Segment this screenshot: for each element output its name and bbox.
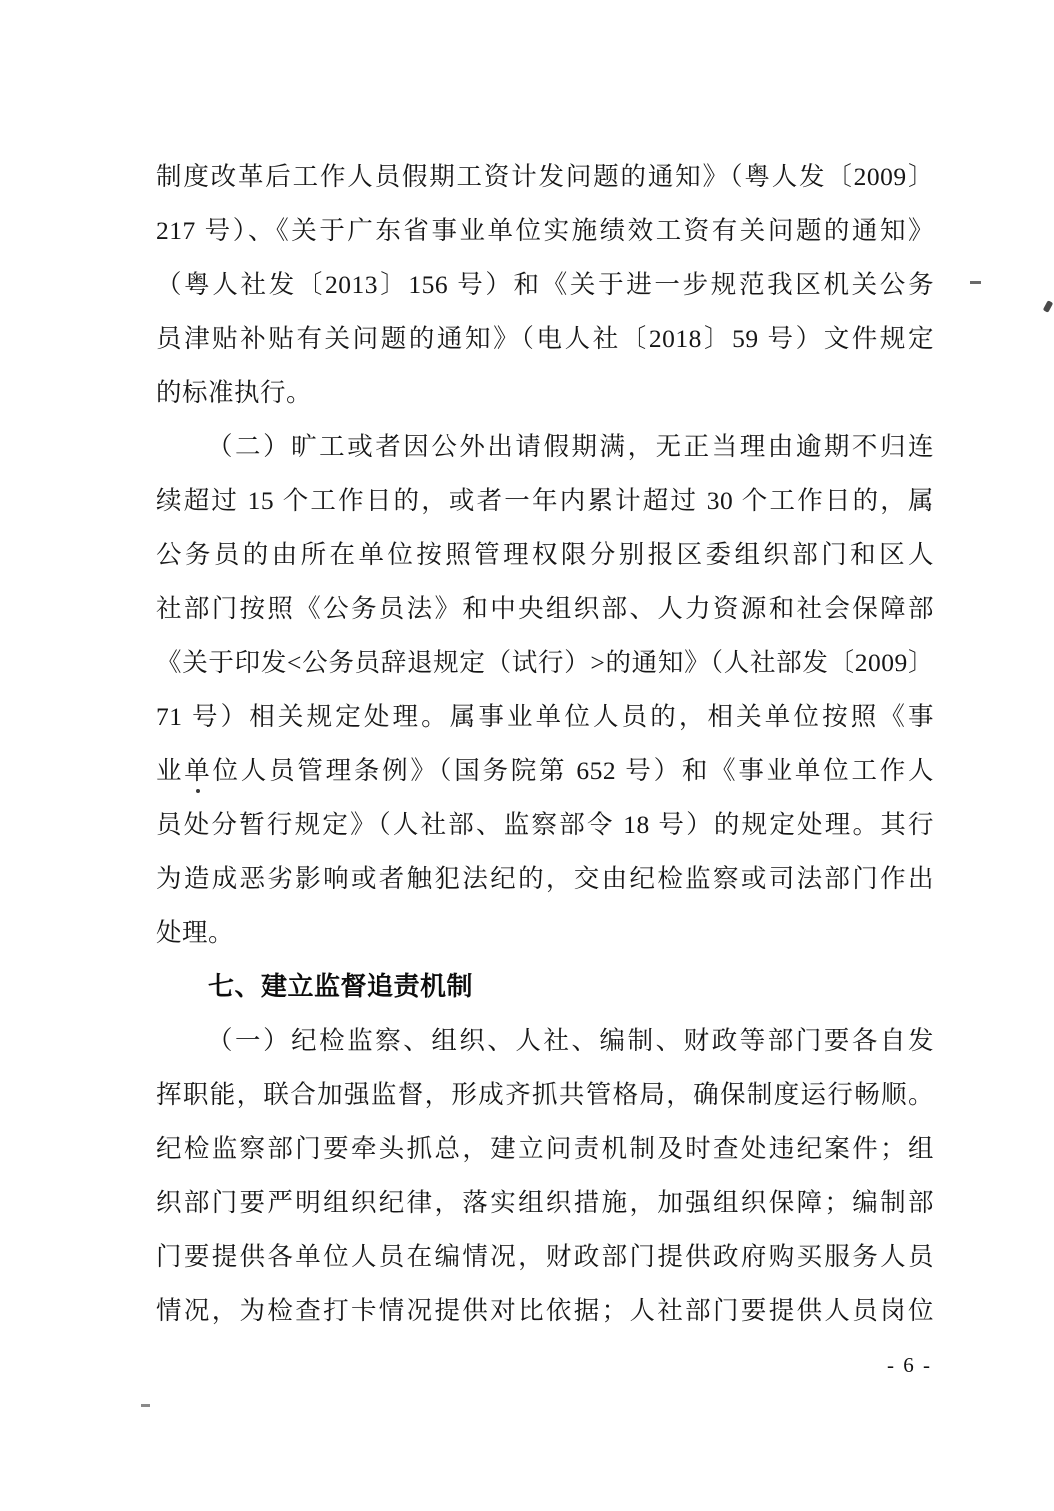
section-heading-7: 七、建立监督追责机制	[208, 972, 474, 1002]
text-line: 业单位人员管理条例》（国务院第 652 号）和《事业单位工作人	[156, 756, 934, 785]
text-line: （一）纪检监察、组织、人社、编制、财政等部门要各自发	[207, 1026, 934, 1055]
text-line: 门要提供各单位人员在编情况，财政部门提供政府购买服务人员	[156, 1242, 934, 1271]
document-body	[156, 150, 934, 1338]
text-line: 情况，为检查打卡情况提供对比依据；人社部门要提供人员岗位	[156, 1296, 934, 1325]
text-line: 织部门要严明组织纪律，落实组织措施，加强组织保障；编制部	[156, 1188, 934, 1217]
text-line: 处理。	[156, 918, 235, 947]
text-line: （二）旷工或者因公外出请假期满，无正当理由逾期不归连	[207, 432, 934, 461]
text-line: 社部门按照《公务员法》和中央组织部、人力资源和社会保障部	[156, 594, 934, 623]
scan-artifact	[970, 281, 981, 284]
text-line: 员津贴补贴有关问题的通知》（电人社〔2018〕59 号）文件规定	[156, 324, 934, 353]
text-line: 续超过 15 个工作日的，或者一年内累计超过 30 个工作日的，属	[156, 486, 934, 515]
text-line: 员处分暂行规定》（人社部、监察部令 18 号）的规定处理。其行	[156, 810, 934, 839]
page-number: - 6 -	[887, 1353, 932, 1377]
text-line: （粤人社发〔2013〕156 号）和《关于进一步规范我区机关公务	[156, 270, 934, 299]
text-line: 制度改革后工作人员假期工资计发问题的通知》（粤人发〔2009〕	[156, 162, 934, 191]
text-line: 挥职能，联合加强监督，形成齐抓共管格局，确保制度运行畅顺。	[156, 1080, 934, 1109]
text-line: 纪检监察部门要牵头抓总，建立问责机制及时查处违纪案件；组	[156, 1134, 934, 1163]
scan-artifact	[141, 1404, 150, 1407]
text-line: 为造成恶劣影响或者触犯法纪的，交由纪检监察或司法部门作出	[156, 864, 934, 893]
text-line: 217 号）、《关于广东省事业单位实施绩效工资有关问题的通知》	[156, 216, 934, 245]
scan-artifact	[1043, 300, 1053, 313]
text-line: 71 号）相关规定处理。属事业单位人员的，相关单位按照《事	[156, 702, 934, 731]
text-line: 的标准执行。	[156, 378, 313, 407]
text-line: 公务员的由所在单位按照管理权限分别报区委组织部门和区人	[156, 540, 934, 569]
text-line: 《关于印发<公务员辞退规定（试行）>的通知》（人社部发〔2009〕	[156, 648, 934, 677]
